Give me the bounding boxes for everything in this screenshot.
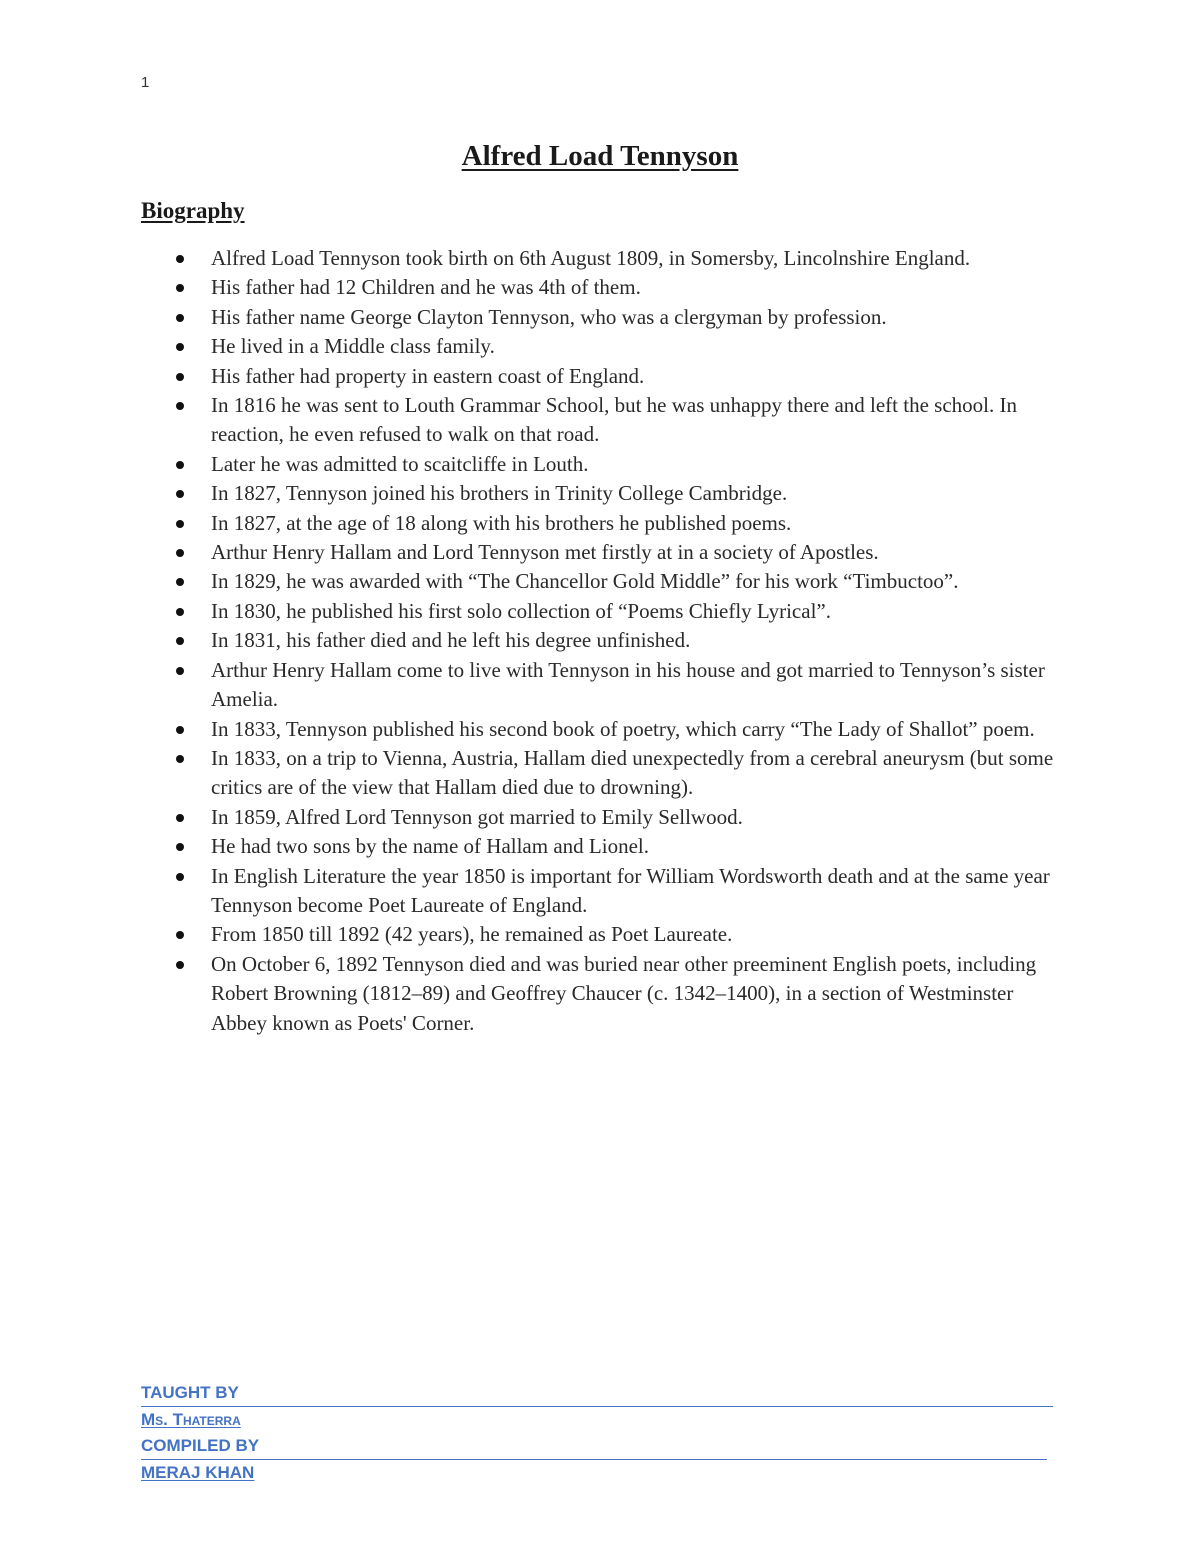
list-item: In 1833, Tennyson published his second book of poetry, which carry “The Lady of Shallot” poem. [211, 715, 1071, 744]
list-item: From 1850 till 1892 (42 years), he remained as Poet Laureate. [211, 920, 1071, 949]
list-item: In English Literature the year 1850 is important for William Wordsworth death and at the same year Tennyson become Poet Laureate of England. [211, 862, 1071, 921]
list-item: On October 6, 1892 Tennyson died and was buried near other preeminent English poets, including Robert Browning (1812–89) and Geoffrey Chaucer (c. 1342–1400), in a section of Westminster Abbey known as Poets' Corner. [211, 950, 1071, 1038]
compiled-by-label: COMPILED BY [141, 1433, 1047, 1460]
page-number: 1 [141, 74, 150, 91]
footer-credits [141, 1380, 1053, 1486]
teacher-name-row [141, 1407, 1053, 1434]
list-item: In 1831, his father died and he left his degree unfinished. [211, 626, 1071, 655]
list-item: His father name George Clayton Tennyson, who was a clergyman by profession. [211, 303, 1071, 332]
section-heading-biography: Biography [141, 198, 245, 223]
list-item: In 1827, Tennyson joined his brothers in Trinity College Cambridge. [211, 479, 1071, 508]
list-item: In 1827, at the age of 18 along with his brothers he published poems. [211, 509, 1071, 538]
list-item: In 1833, on a trip to Vienna, Austria, Hallam died unexpectedly from a cerebral aneurysm (but some critics are of the view that Hallam died due to drowning). [211, 744, 1071, 803]
page-title: Alfred Load Tennyson [461, 140, 739, 172]
list-item: In 1859, Alfred Lord Tennyson got married to Emily Sellwood. [211, 803, 1071, 832]
list-item: Arthur Henry Hallam and Lord Tennyson met firstly at in a society of Apostles. [211, 538, 1071, 567]
list-item: Alfred Load Tennyson took birth on 6th August 1809, in Somersby, Lincolnshire England. [211, 244, 1071, 273]
list-item: His father had property in eastern coast of England. [211, 362, 1071, 391]
list-item: Later he was admitted to scaitcliffe in Louth. [211, 450, 1071, 479]
list-item: In 1829, he was awarded with “The Chancellor Gold Middle” for his work “Timbuctoo”. [211, 567, 1071, 596]
compiler-name: MERAJ KHAN [141, 1462, 255, 1482]
list-item: In 1816 he was sent to Louth Grammar School, but he was unhappy there and left the school. In reaction, he even refused to walk on that road. [211, 391, 1071, 450]
list-item: His father had 12 Children and he was 4th of them. [211, 273, 1071, 302]
list-item: In 1830, he published his first solo collection of “Poems Chiefly Lyrical”. [211, 597, 1071, 626]
list-item: Arthur Henry Hallam come to live with Tennyson in his house and got married to Tennyson’s sister Amelia. [211, 656, 1071, 715]
biography-bullet-list [211, 244, 1071, 1038]
teacher-name: Ms. Thaterra [141, 1409, 241, 1429]
list-item: He had two sons by the name of Hallam and Lionel. [211, 832, 1071, 861]
list-item: He lived in a Middle class family. [211, 332, 1071, 361]
compiler-name-row [141, 1460, 1053, 1487]
taught-by-label: TAUGHT BY [141, 1380, 1053, 1407]
